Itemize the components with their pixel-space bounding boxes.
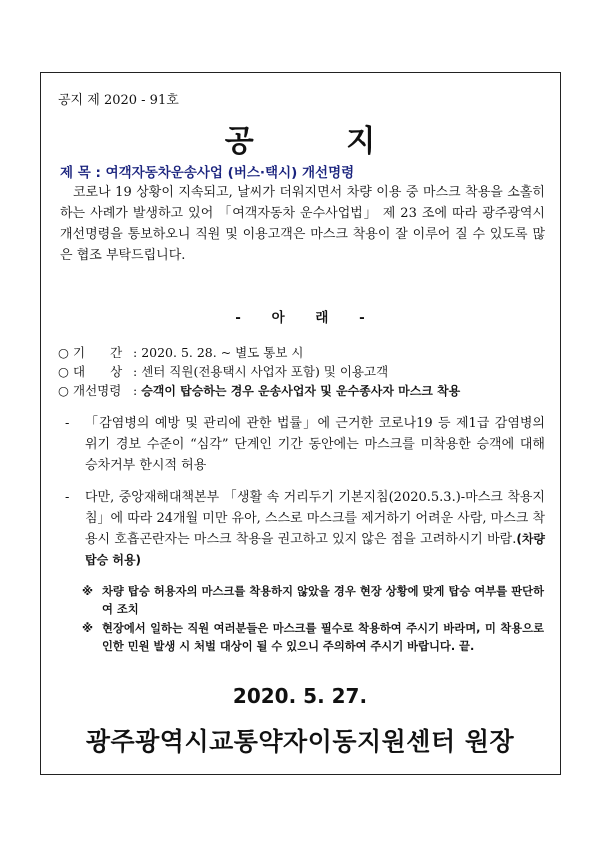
bullet-text: 다만, 중앙재해대책본부 「생활 속 거리두기 기본지침(2020.5.3.)-마스크 착용지침」에 따라 24개월 미만 유아, 스스로 마스크를 제거하기 어려운 사람, 마스크 착용시 호흡곤란자는 마스크 착용을 권고하고 있지 않은 점을 고려하시기 바람.	[85, 490, 546, 547]
reference-mark-icon: ※	[82, 585, 93, 598]
signature: 광주광역시교통약자이동지원센터 원장	[85, 727, 515, 756]
bullet-text: 「감염병의 예방 및 관리에 관한 법률」에 근거한 코로나19 등 제1급 감염병의 위기 경보 수준이 “심각” 단계인 기간 동안에는 마스크를 미착용한 승객에 대해 승차거부 한시적 허용	[85, 416, 545, 473]
note-item	[82, 583, 544, 619]
bullet-item	[60, 413, 545, 476]
note-item	[82, 620, 544, 656]
annex-heading: - 아 래 -	[235, 310, 365, 326]
note-text: 현장에서 일하는 직원 여러분들은 마스크를 필수로 착용하여 주시기 바라며, 미 착용으로 인한 민원 발생 시 처벌 대상이 될 수 있으니 주의하여 주시기 바랍니다. 끝.	[102, 622, 544, 653]
detail-value: 센터 직원(전용택시 사업자 포함) 및 이용고객	[141, 364, 389, 379]
detail-label: 대 상	[73, 364, 123, 379]
body-paragraph: 코로나 19 상황이 지속되고, 날씨가 더워지면서 차량 이용 중 마스크 착용을 소홀히 하는 사례가 발생하고 있어 「여객자동차 운수사업법」 제 23 조에 따라 광주광역시 개선명령을 통보하오니 직원 및 이용고객은 마스크 착용이 잘 이루어 질 수 있도록 많은 협조 부탁드립니다.	[60, 185, 545, 263]
dash-icon: -	[65, 416, 70, 431]
circle-icon: ○	[58, 345, 69, 360]
notice-number: 공지 제 2020 - 91호	[58, 93, 179, 108]
detail-target: ○ 대 상 : 센터 직원(전용택시 사업자 포함) 및 이용고객	[58, 364, 389, 379]
bullet-item	[60, 487, 545, 571]
issue-date: 2020. 5. 27.	[232, 684, 368, 708]
bullet-bold-text: (차량 탑승 허용)	[85, 532, 545, 567]
detail-value: 승객이 탑승하는 경우 운송사업자 및 운수종사자 마스크 착용	[141, 384, 461, 398]
detail-label: 기 간	[73, 345, 123, 360]
detail-period: ○ 기 간 : 2020. 5. 28. ~ 별도 통보 시	[58, 345, 304, 360]
circle-icon: ○	[58, 383, 69, 398]
subject-line: 제 목 : 여객자동차운송사업 (버스·택시) 개선명령	[60, 165, 355, 181]
dash-icon: -	[65, 490, 70, 505]
reference-mark-icon: ※	[82, 622, 93, 635]
circle-icon: ○	[58, 364, 69, 379]
detail-order: ○ 개선명령 : 승객이 탑승하는 경우 운송사업자 및 운수종사자 마스크 착용	[58, 383, 461, 398]
detail-value: 2020. 5. 28. ~ 별도 통보 시	[141, 345, 304, 360]
detail-label: 개선명령	[73, 383, 122, 398]
note-text: 차량 탑승 허용자의 마스크를 착용하지 않았을 경우 현장 상황에 맞게 탑승 여부를 판단하여 조치	[102, 585, 544, 616]
page-title: 공 지	[224, 124, 376, 159]
